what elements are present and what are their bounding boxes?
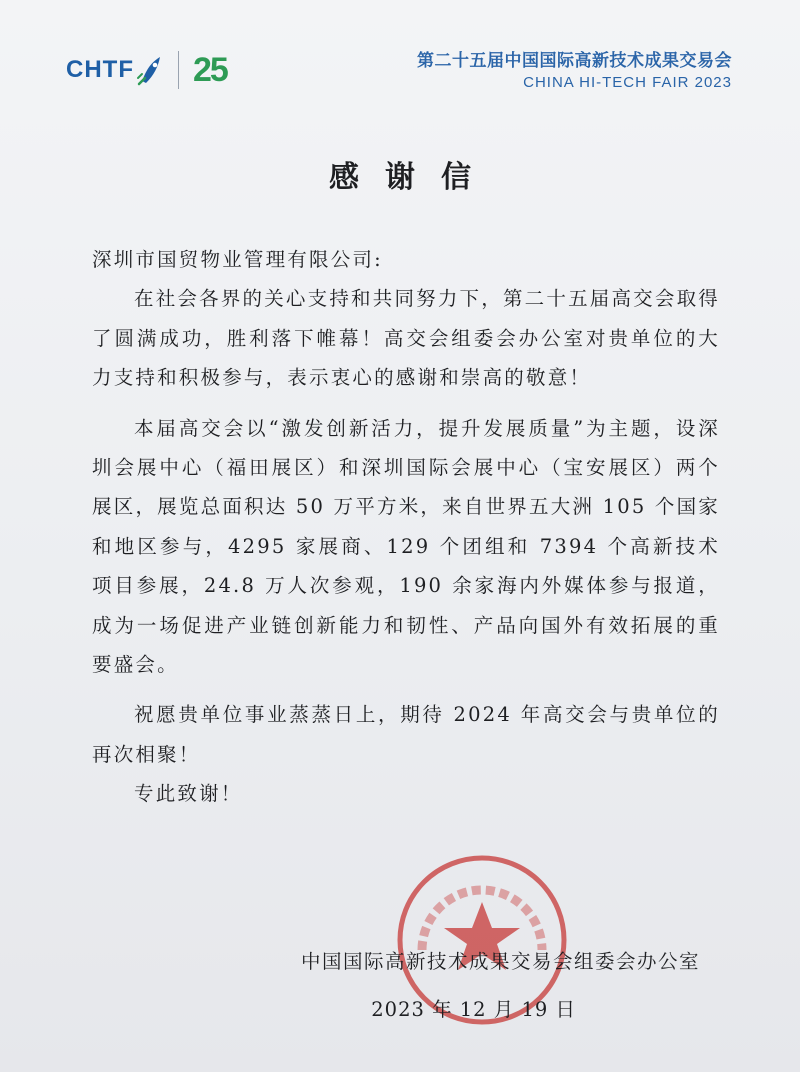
paragraph-summary: 本届高交会以“激发创新活力，提升发展质量”为主题，设深圳会展中心（福田展区）和深圳国际会展中心（宝安展区）两个展区，展览总面积达 50 万平方米，来自世界五大洲 105 个国家和地区参与，4295 家展商、129 个团组和 7394 个高新技术项目参展，24.8 万人次参观，190 余家海内外媒体参与报道，成为一场促进产业链创新能力和韧性、产品向国外有效拓展的重要盛会。 — [92, 416, 720, 677]
signature-organization: 中国国际高新技术成果交易会组委会办公室 — [300, 950, 700, 973]
paragraph-wishes: 祝愿贵单位事业蒸蒸日上，期待 2024 年高交会与贵单位的再次相聚！ — [92, 703, 720, 766]
chtf-logo — [66, 44, 227, 96]
fair-name-cn: 第二十五届中国国际高新技术成果交易会 — [417, 51, 732, 71]
fair-header — [417, 46, 732, 91]
anniversary-mark: 25 — [192, 51, 227, 89]
letter-title: 感谢信 — [329, 160, 497, 195]
logo-text: CHTF — [66, 56, 134, 83]
signature-date: 2023 年 12 月 19 日 — [371, 998, 576, 1021]
rocket-icon — [136, 53, 166, 87]
paragraph-closing: 专此致谢！ — [134, 782, 243, 806]
fair-name-en: CHINA HI-TECH FAIR 2023 — [523, 74, 732, 91]
letter-body — [92, 240, 720, 814]
salutation: 深圳市国贸物业管理有限公司: — [92, 248, 383, 271]
paragraph-thanks: 在社会各界的关心支持和共同努力下，第二十五届高交会取得了圆满成功，胜利落下帷幕！高交会组委会办公室对贵单位的大力支持和积极参与，表示衷心的感谢和崇高的敬意！ — [92, 287, 720, 390]
logo-divider — [178, 51, 179, 89]
